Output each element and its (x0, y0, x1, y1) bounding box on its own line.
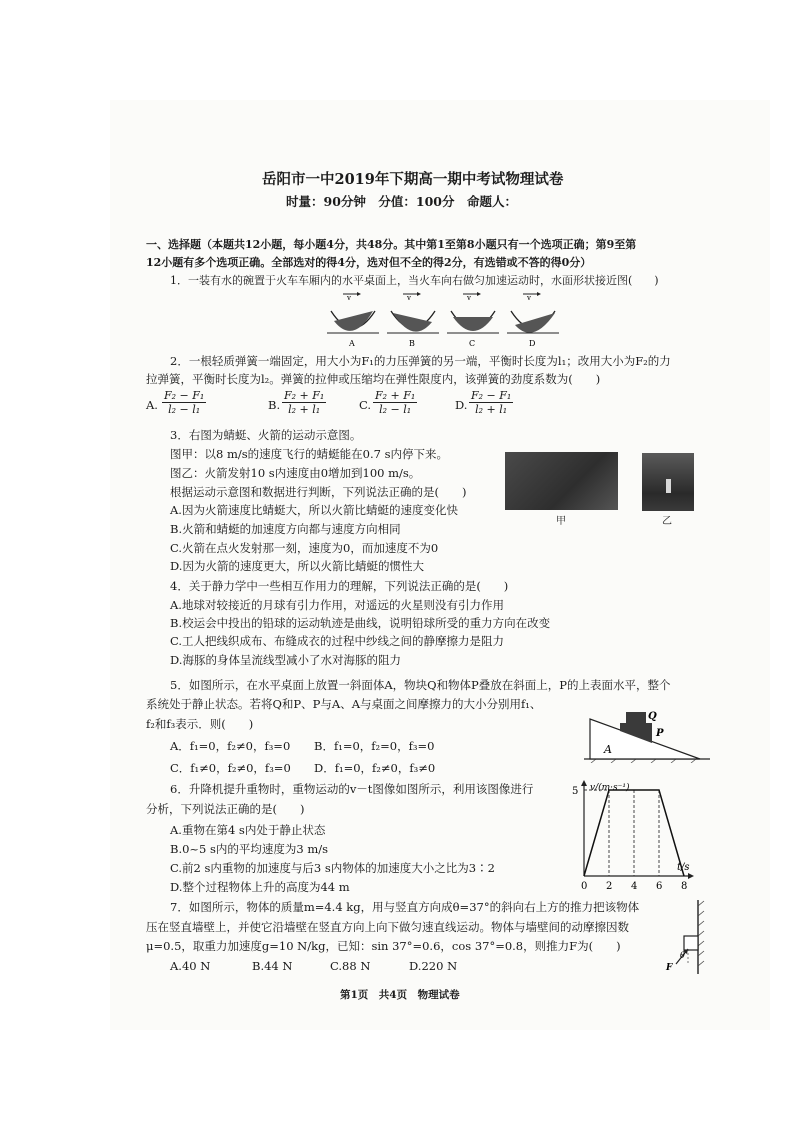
rocket-shape (666, 479, 671, 493)
q4-option-c: C.工人把线织成布、布缝成衣的过程中纱线之间的静摩擦力是阻力 (170, 634, 505, 648)
q2-option-a-fraction: $\frac{\text{F₂ − F₁}}{\text{l₂ − l₁}}$ (164, 389, 205, 416)
option-a-label: A (349, 339, 355, 348)
question-5-line1: 5．如图所示，在水平桌面上放置一斜面体A，物块Q和物体P叠放在斜面上，P的上表面水平，整个 (170, 678, 671, 692)
q5-option-d: D．f₁=0，f₂≠0，f₃≠0 (314, 761, 436, 775)
question-7-line2: 压在竖直墙壁上，并使它沿墙壁在竖直方向上向下做匀速直线运动。物体与墙壁间的动摩擦因数 (146, 920, 629, 934)
q4-option-a: A.地球对较接近的月球有引力作用，对遥远的火星则没有引力作用 (170, 598, 504, 612)
q4-option-b: B.校运会中投出的铅球的运动轨迹是曲线，说明铅球所受的重力方向在改变 (170, 616, 551, 630)
bowl-option-d (507, 292, 559, 348)
dragonfly-photo (505, 452, 618, 510)
vt-x-tick-label: 8 (681, 881, 688, 892)
option-c-label: C (469, 339, 476, 348)
block (684, 936, 698, 950)
svg-text:v: v (347, 294, 351, 302)
q6-option-d: D.整个过程物体上升的高度为44 m (170, 880, 350, 894)
svg-text:P: P (656, 728, 664, 739)
question-1-text: 1．一装有水的碗置于火车车厢内的水平桌面上，当火车向右做匀加速运动时，水面形状接近图( ) (170, 274, 659, 287)
q2-option-b-fraction: $\frac{\text{F₂ + F₁}}{\text{l₂ + l₁}}$ (284, 389, 325, 416)
q7-option-d: D.220 N (409, 959, 458, 973)
dragonfly-photo-label: 甲 (556, 516, 566, 527)
option-b-label: B (409, 339, 415, 348)
vt-x-label: t/s (677, 862, 690, 873)
question-3-line1: 3．右图为蜻蜓、火箭的运动示意图。 (170, 428, 362, 442)
svg-text:A: A (604, 743, 612, 756)
q7-option-a: A.40 N (170, 959, 211, 973)
question-5-line2: 系统处于静止状态。若将Q和P、P与A、A与桌面之间摩擦力的大小分别用f₁、 (146, 697, 542, 711)
question-7-line3: μ=0.5，取重力加速度g=10 N/kg，已知：sin 37°=0.6，cos 37°=0.8，则推力F为( ) (146, 939, 621, 953)
question-3-line3: 图乙：火箭发射10 s内速度由0增加到100 m/s。 (170, 466, 421, 480)
question-2-line1: 2．一根轻质弹簧一端固定，用大小为F₁的力压弹簧的另一端，平衡时长度为l₁；改用大小为F₂的力 (170, 354, 671, 368)
exam-meta: 时量：90分钟 分值：100分 命题人： (286, 194, 517, 209)
q3-option-c: C.火箭在点火发射那一刻，速度为0，而加速度不为0 (170, 541, 439, 555)
svg-text:θ: θ (680, 951, 685, 960)
exam-title: 岳阳市一中2019年下期高一期中考试物理试卷 (262, 171, 564, 188)
q5-option-b: B．f₁=0，f₂=0，f₃=0 (314, 739, 435, 753)
option-d-label: D (529, 339, 536, 348)
question-3-line2: 图甲：以8 m/s的速度飞行的蜻蜓能在0.7 s内停下来。 (170, 447, 448, 461)
q2-option-d-label: D. (455, 398, 468, 412)
q5-option-a: A．f₁=0，f₂≠0，f₃=0 (170, 739, 291, 753)
q3-option-a: A.因为火箭速度比蜻蜓大，所以火箭比蜻蜓的速度变化快 (170, 503, 458, 517)
section-heading-line2: 12小题有多个选项正确。全部选对的得4分，选对但不全的得2分，有选错或不答的得0分） (146, 256, 592, 269)
vt-x-tick-label: 6 (656, 881, 663, 892)
rocket-photo (642, 453, 694, 511)
question-6-line2: 分析，下列说法正确的是( ) (146, 802, 305, 816)
svg-text:v: v (467, 294, 471, 302)
q7-option-c: C.88 N (330, 959, 371, 973)
vt-y-tick-label: 5 (572, 786, 579, 797)
bowl-option-c (447, 292, 499, 348)
q3-option-d: D.因为火箭的速度更大，所以火箭比蜻蜓的惯性大 (170, 559, 424, 573)
question-3-line4: 根据运动示意图和数据进行判断，下列说法正确的是( ) (170, 485, 467, 499)
question-2-line2: 拉弹簧，平衡时长度为l₂。弹簧的拉伸或压缩均在弹性限度内，该弹簧的劲度系数为( ) (146, 372, 601, 386)
vt-x-tick-label: 2 (606, 881, 613, 892)
q5-option-c: C．f₁≠0，f₂≠0，f₃=0 (170, 761, 291, 775)
q4-option-d: D.海豚的身体呈流线型减小了水对海豚的阻力 (170, 653, 401, 667)
bowl-diagrams (325, 291, 565, 349)
question-7-line1: 7．如图所示，物体的质量m=4.4 kg，用与竖直方向成θ=37°的斜向右上方的推力把该物体 (170, 900, 640, 914)
q6-option-a: A.重物在第4 s内处于静止状态 (170, 823, 326, 837)
vt-x-tick-label: 0 (581, 881, 588, 892)
q2-option-a-label: A. (146, 398, 158, 412)
question-6-line1: 6．升降机提升重物时，重物运动的v－t图像如图所示，利用该图像进行 (170, 782, 534, 796)
block-q (626, 712, 646, 723)
q2-option-d-fraction: $\frac{\text{F₂ − F₁}}{\text{l₂ + l₁}}$ (471, 389, 512, 416)
q6-option-b: B.0~5 s内的平均速度为3 m/s (170, 842, 329, 856)
q2-option-b-label: B. (268, 398, 281, 412)
svg-text:F: F (666, 963, 673, 973)
incline-diagram (582, 703, 712, 763)
question-5-line3: f₂和f₃表示．则( ) (146, 717, 254, 731)
section-heading-line1: 一、选择题（本题共12小题，每小题4分，共48分。其中第1至第8小题只有一个选项正确；第9至第 (146, 238, 637, 251)
page-footer: 第1页 共4页 物理试卷 (340, 989, 460, 1001)
q2-option-c-fraction: $\frac{\text{F₂ + F₁}}{\text{l₂ − l₁}}$ (375, 389, 416, 416)
q3-option-b: B.火箭和蜻蜓的加速度方向都与速度方向相同 (170, 522, 401, 536)
bowl-option-a (327, 292, 379, 348)
q7-option-b: B.44 N (252, 959, 293, 973)
vt-x-tick-label: 4 (631, 881, 638, 892)
svg-text:v: v (527, 294, 531, 302)
rocket-photo-label: 乙 (662, 516, 672, 527)
wall-force-diagram (660, 898, 710, 978)
question-4-line1: 4．关于静力学中一些相互作用力的理解，下列说法正确的是( ) (170, 579, 509, 593)
q2-option-c-label: C. (359, 398, 372, 412)
svg-text:Q: Q (648, 711, 657, 722)
vt-graph (560, 778, 700, 894)
svg-text:v: v (407, 294, 411, 302)
vt-y-label: v/(m·s⁻¹) (590, 783, 630, 793)
q6-option-c: C.前2 s内重物的加速度与后3 s内物体的加速度大小之比为3∶2 (170, 861, 495, 875)
bowl-option-b (387, 292, 439, 348)
